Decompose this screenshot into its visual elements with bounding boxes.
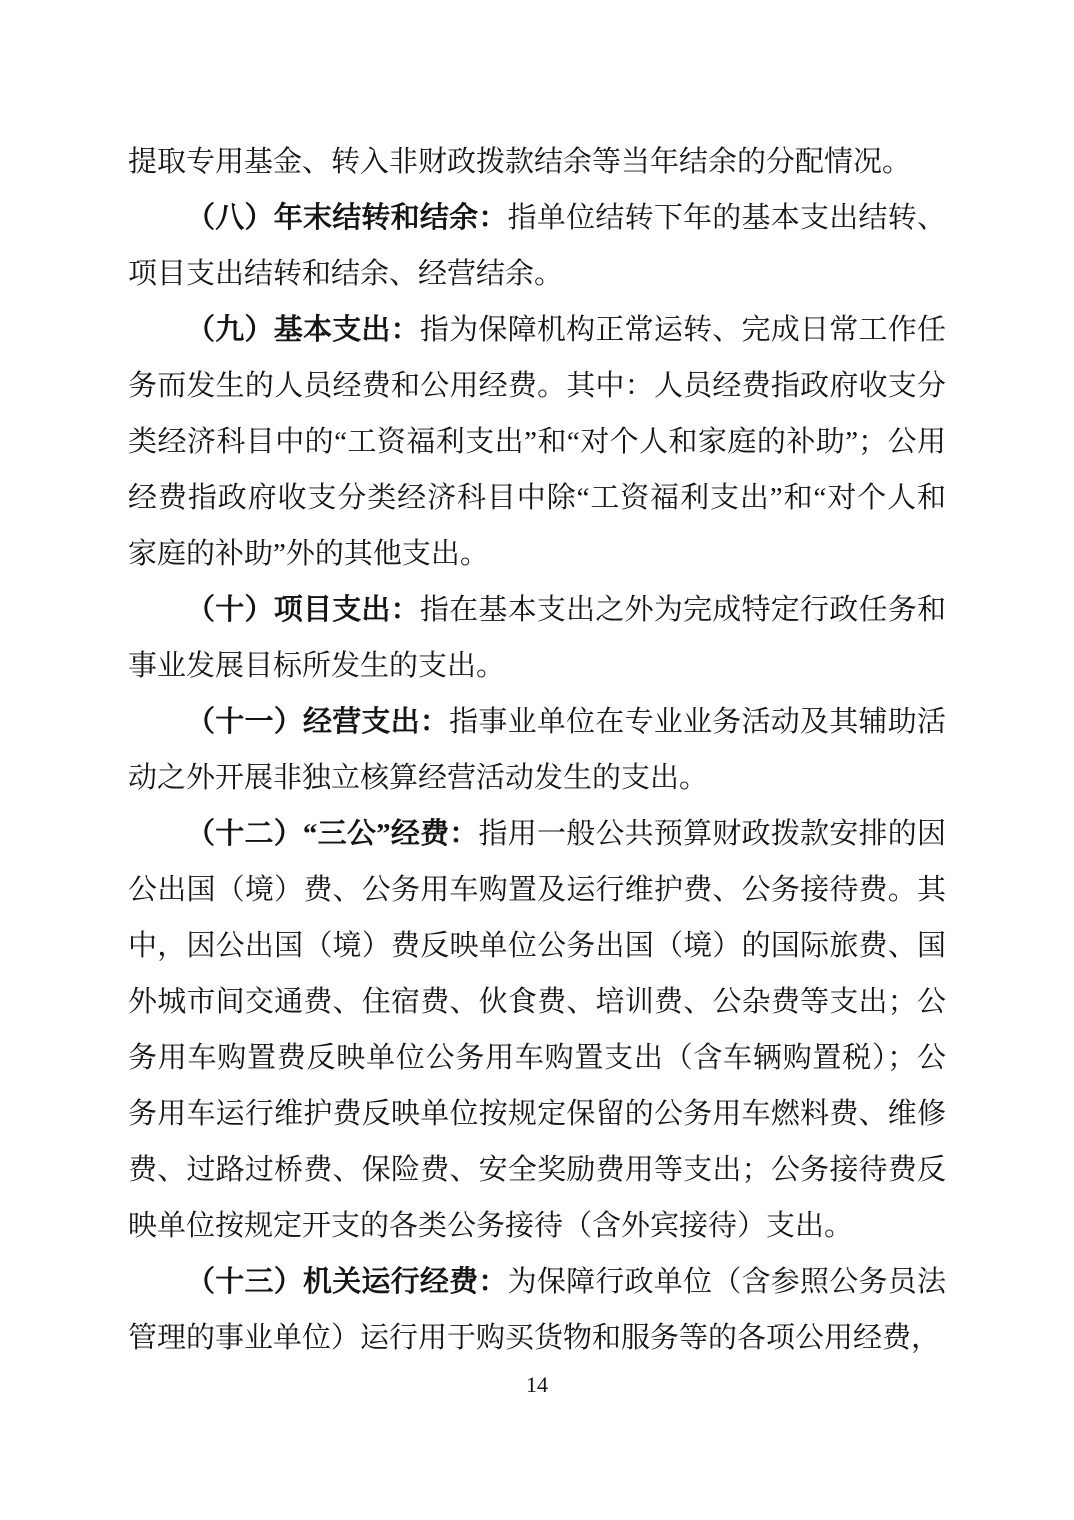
- paragraph-item-8: [128, 190, 946, 302]
- paragraph-text: 为保障行政单位（含参照公务员法管理的事业单位）运行用于购买货物和服务等的各项公用经费，: [128, 1266, 946, 1354]
- paragraph-text: 指事业单位在专业业务活动及其辅助活动之外开展非独立核算经营活动发生的支出。: [128, 706, 946, 794]
- paragraph-text: 指在基本支出之外为完成特定行政任务和事业发展目标所发生的支出。: [128, 594, 946, 682]
- section-heading: （八）年末结转和结余：: [186, 202, 508, 234]
- section-heading: （九）基本支出：: [186, 314, 420, 346]
- paragraph-text: 指单位结转下年的基本支出结转、项目支出结转和结余、经营结余。: [128, 202, 946, 290]
- section-heading: （十三）机关运行经费：: [186, 1266, 508, 1298]
- paragraph-text: 指用一般公共预算财政拨款安排的因公出国（境）费、公务用车购置及运行维护费、公务接待费。其中，因公出国（境）费反映单位公务出国（境）的国际旅费、国外城市间交通费、住宿费、伙食费、培训费、公杂费等支出；公务用车购置费反映单位公务用车购置支出（含车辆购置税）；公务用车运行维护费反映单位按规定保留的公务用车燃料费、维修费、过路过桥费、保险费、安全奖励费用等支出；公务接待费反映单位按规定开支的各类公务接待（含外宾接待）支出。: [128, 818, 946, 1242]
- page-number: 14: [526, 1372, 548, 1397]
- paragraph-item-9: [128, 302, 946, 582]
- paragraph-item-13: [128, 1254, 946, 1366]
- paragraph-item-10: [128, 582, 946, 694]
- page-content: [128, 134, 946, 1366]
- paragraph-text: 提取专用基金、转入非财政拨款结余等当年结余的分配情况。: [128, 146, 912, 178]
- section-heading: （十二）“三公”经费：: [186, 818, 479, 850]
- paragraph-item-12: [128, 806, 946, 1254]
- section-heading: （十）项目支出：: [186, 594, 420, 626]
- paragraph-item-11: [128, 694, 946, 806]
- paragraph-text: 指为保障机构正常运转、完成日常工作任务而发生的人员经费和公用经费。其中：人员经费指政府收支分类经济科目中的“工资福利支出”和“对个人和家庭的补助”；公用经费指政府收支分类经济科目中除“工资福利支出”和“对个人和家庭的补助”外的其他支出。: [128, 314, 946, 570]
- section-heading: （十一）经营支出：: [186, 706, 450, 738]
- paragraph-continuation: [128, 134, 946, 190]
